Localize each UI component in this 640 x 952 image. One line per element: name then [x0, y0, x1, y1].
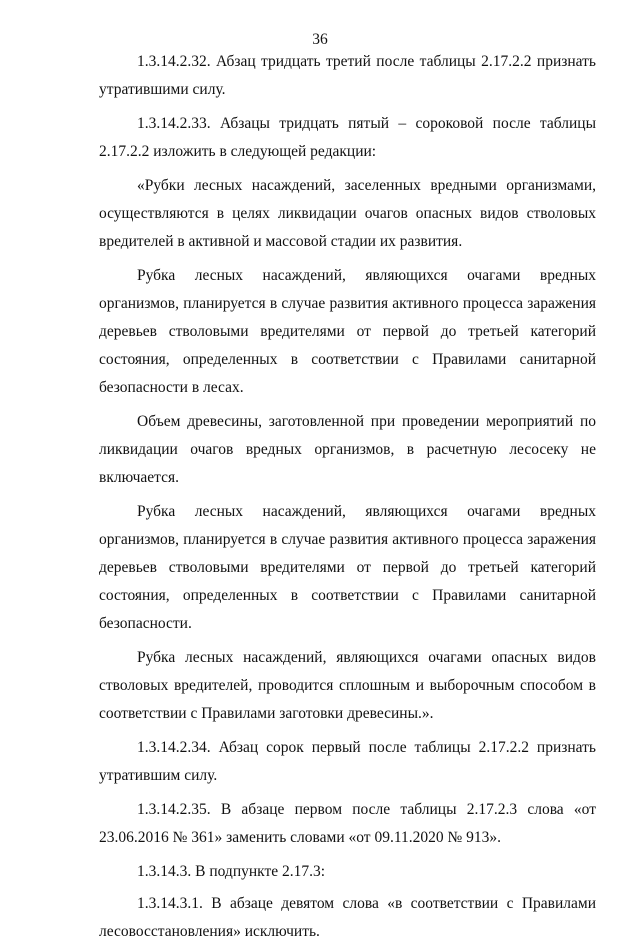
quoted-paragraph-felling-planning-safety: Рубка лесных насаждений, являющихся очагами вредных организмов, планируется в случае развития активного процесса заражения деревьев стволовыми вредителями от первой до третьей категорий состояния, определенных в соответствии с Правилами санитарной безопасности. [99, 503, 596, 632]
paragraph-1-3-14-2-33: 1.3.14.2.33. Абзацы тридцать пятый – сороковой после таблицы 2.17.2.2 изложить в следующей редакции: [99, 115, 596, 160]
quoted-paragraph-felling-infested-stands: «Рубки лесных насаждений, заселенных вредными организмами, осуществляются в целях ликвидации очагов опасных видов стволовых вредителей в активной и массовой стадии их развития. [99, 177, 596, 250]
document-body [99, 48, 596, 952]
paragraph-1-3-14-2-32: 1.3.14.2.32. Абзац тридцать третий после таблицы 2.17.2.2 признать утратившими силу. [99, 53, 596, 98]
paragraph-1-3-14-3-1: 1.3.14.3.1. В абзаце девятом слова «в соответствии с Правилами лесовосстановления» исключить. [99, 895, 596, 940]
paragraph-1-3-14-2-35: 1.3.14.2.35. В абзаце первом после таблицы 2.17.2.3 слова «от 23.06.2016 № 361» заменить словами «от 09.11.2020 № 913». [99, 801, 596, 846]
paragraph-1-3-14-3: 1.3.14.3. В подпункте 2.17.3: [137, 863, 326, 880]
quoted-paragraph-felling-method: Рубка лесных насаждений, являющихся очагами опасных видов стволовых вредителей, проводится сплошным и выборочным способом в соответствии с Правилами заготовки древесины.». [99, 649, 596, 722]
quoted-paragraph-felling-planning-forests: Рубка лесных насаждений, являющихся очагами вредных организмов, планируется в случае развития активного процесса заражения деревьев стволовыми вредителями от первой до третьей категорий состояния, определенных в соответствии с Правилами санитарной безопасности в лесах. [99, 267, 596, 396]
quoted-paragraph-wood-volume: Объем древесины, заготовленной при проведении мероприятий по ликвидации очагов вредных организмов, в расчетную лесосеку не включается. [99, 413, 596, 486]
paragraph-1-3-14-2-34: 1.3.14.2.34. Абзац сорок первый после таблицы 2.17.2.2 признать утратившим силу. [99, 739, 596, 784]
page-number: 36 [312, 31, 328, 48]
